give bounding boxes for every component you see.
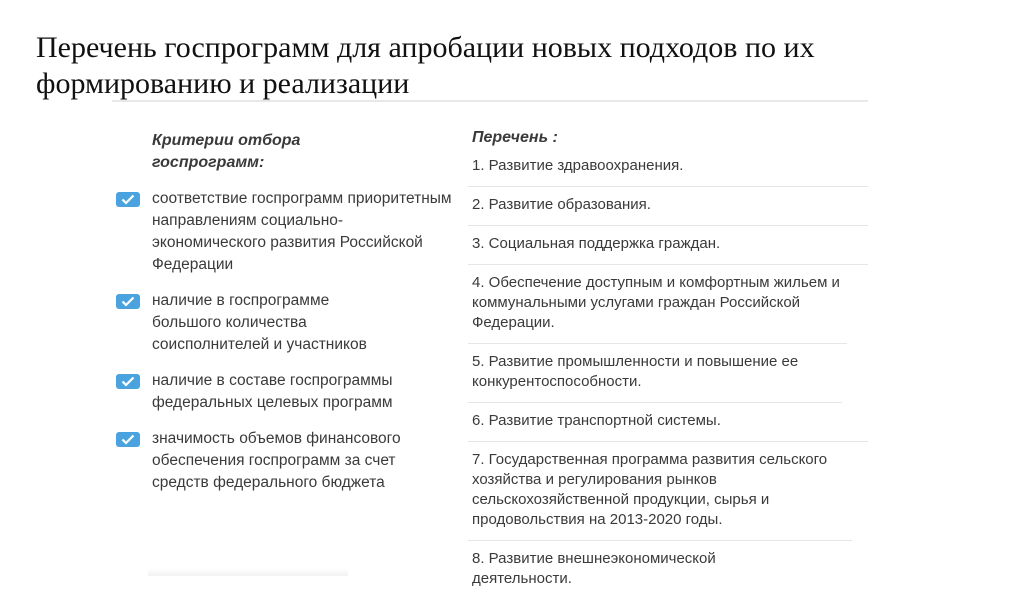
criteria-item-text: значимость объемов финансового обеспечения госпрограмм за счет средств федерального бюджета [152,430,401,491]
list-item: 4. Обеспечение доступным и комфортным жильем и коммунальными услугами граждан Российской Федерации. [468,273,847,344]
criteria-item-text: наличие в составе госпрограммы федеральных целевых программ [152,372,393,411]
check-icon [116,294,140,309]
criteria-item-text: наличие в госпрограмме большого количества соисполнителей и участников [152,292,367,353]
list-item: 6. Развитие транспортной системы. [468,411,868,442]
criteria-heading: Критерии отбора госпрограмм: [152,132,301,171]
program-list [468,128,868,607]
list-item: 3. Социальная поддержка граждан. [468,234,868,265]
bottom-fade [148,568,348,576]
criteria-column [112,130,462,508]
list-item: 1. Развитие здравоохранения. [468,156,868,187]
criteria-item [112,188,462,276]
check-icon [116,374,140,389]
list-item: 2. Развитие образования. [468,195,868,226]
list-item: 7. Государственная программа развития сельского хозяйства и регулирования рынков сельскохозяйственной продукции, сырья и продовольствия на 2013-2020 годы. [468,450,852,541]
check-icon [116,432,140,447]
list-heading: Перечень : [472,129,558,146]
criteria-item [112,370,462,414]
list-item: 8. Развитие внешнеэкономической деятельности. [472,550,716,587]
criteria-item [112,290,462,356]
criteria-item-text: соответствие госпрограмм приоритетным направлениям социально-экономического развития Российской Федерации [152,190,452,273]
check-icon [116,192,140,207]
list-item: 5. Развитие промышленности и повышение ее конкурентоспособности. [468,352,842,403]
criteria-item [112,428,462,494]
slide-title: Перечень госпрограмм для апробации новых подходов по их формированию и реализации [36,31,815,100]
content-panel [112,100,868,587]
